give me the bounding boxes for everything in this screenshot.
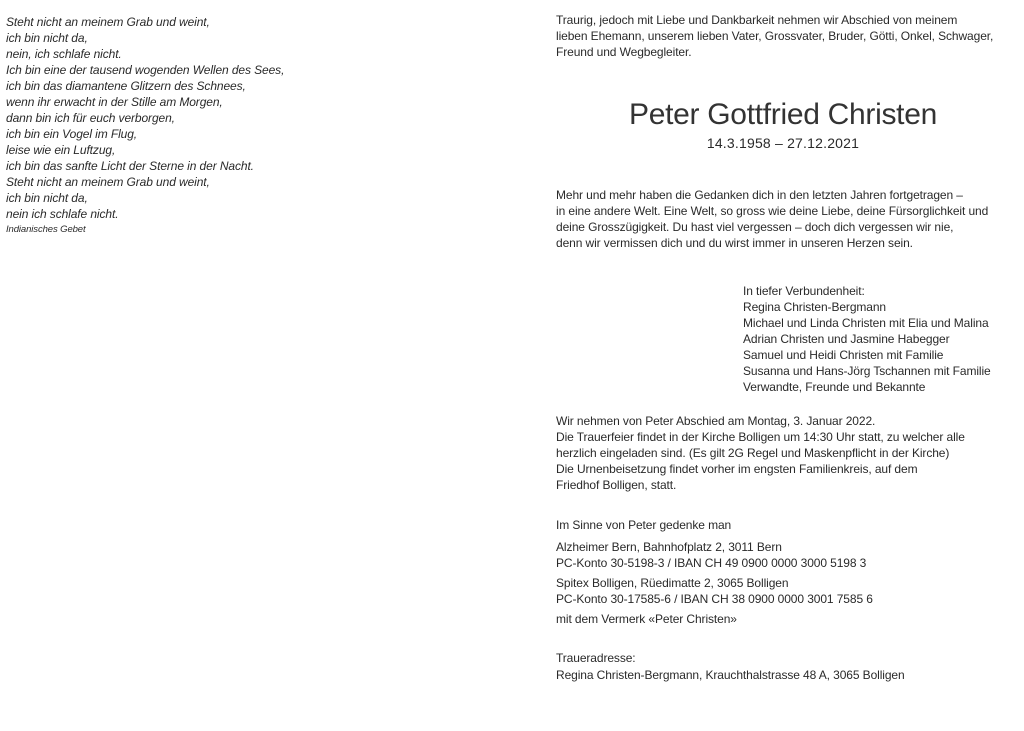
funeral-line: Friedhof Bolligen, statt. <box>556 478 677 492</box>
poem-line: ich bin nicht da, <box>6 191 88 205</box>
tribute-line: denn wir vermissen dich und du wirst immer in unseren Herzen sein. <box>556 236 913 250</box>
intro-line: Traurig, jedoch mit Liebe und Dankbarkeit nehmen wir Abschied von meinem <box>556 13 958 27</box>
mourning-address-line: Regina Christen-Bergmann, Krauchthalstrasse 48 A, 3065 Bolligen <box>556 668 905 682</box>
intro-line: lieben Ehemann, unserem lieben Vater, Grossvater, Bruder, Götti, Onkel, Schwager, <box>556 29 994 43</box>
family-member: Samuel und Heidi Christen mit Familie <box>743 348 944 362</box>
poem-line: nein, ich schlafe nicht. <box>6 47 122 61</box>
tribute-line: in eine andere Welt. Eine Welt, so gross wie deine Liebe, deine Fürsorglichkeit und <box>556 204 989 218</box>
poem-line: Steht nicht an meinem Grab und weint, <box>6 15 210 29</box>
poem-line: ich bin das sanfte Licht der Sterne in der Nacht. <box>6 159 254 173</box>
family-member: Verwandte, Freunde und Bekannte <box>743 380 926 394</box>
life-dates: 14.3.1958 – 27.12.2021 <box>706 135 860 151</box>
tribute-line: Mehr und mehr haben die Gedanken dich in den letzten Jahren fortgetragen – <box>556 188 963 202</box>
poem-line: nein ich schlafe nicht. <box>6 207 119 221</box>
mourning-address-heading: Traueradresse: <box>556 651 636 665</box>
poem-line: dann bin ich für euch verborgen, <box>6 111 175 125</box>
recipient-account: PC-Konto 30-5198-3 / IBAN CH 49 0900 0000 3000 5198 3 <box>556 556 867 570</box>
memorial-poem <box>6 14 284 238</box>
funeral-line: Die Urnenbeisetzung findet vorher im engsten Familienkreis, auf dem <box>556 462 918 476</box>
donation-recipient <box>556 539 1010 571</box>
memorial-note: mit dem Vermerk «Peter Christen» <box>556 612 737 626</box>
poem-line: leise wie ein Luftzug, <box>6 143 116 157</box>
mourning-address <box>556 650 1010 684</box>
recipient-name: Alzheimer Bern, Bahnhofplatz 2, 3011 Bern <box>556 540 782 554</box>
deceased-name: Peter Gottfried Christen <box>629 98 937 131</box>
funeral-line: Wir nehmen von Peter Abschied am Montag, 3. Januar 2022. <box>556 414 876 428</box>
recipient-account: PC-Konto 30-17585-6 / IBAN CH 38 0900 0000 3001 7585 6 <box>556 592 873 606</box>
memorial-donations <box>556 517 1010 627</box>
poem-line: ich bin nicht da, <box>6 31 88 45</box>
family-member: Susanna und Hans-Jörg Tschannen mit Familie <box>743 364 991 378</box>
poem-attribution: Indianisches Gebet <box>6 224 86 235</box>
poem-line: ich bin ein Vogel im Flug, <box>6 127 138 141</box>
funeral-details <box>556 413 1010 493</box>
family-member: Adrian Christen und Jasmine Habegger <box>743 332 950 346</box>
donation-recipient <box>556 575 1010 607</box>
poem-line: Steht nicht an meinem Grab und weint, <box>6 175 210 189</box>
funeral-line: Die Trauerfeier findet in der Kirche Bolligen um 14:30 Uhr statt, zu welcher alle <box>556 430 965 444</box>
announcement-intro <box>556 12 1010 60</box>
family-heading: In tiefer Verbundenheit: <box>743 284 865 298</box>
family-member: Regina Christen-Bergmann <box>743 300 887 314</box>
recipient-name: Spitex Bolligen, Rüedimatte 2, 3065 Bolligen <box>556 576 789 590</box>
family-member: Michael und Linda Christen mit Elia und Malina <box>743 316 989 330</box>
tribute-line: deine Grosszügigkeit. Du hast viel vergessen – doch dich vergessen wir nie, <box>556 220 954 234</box>
family-list <box>743 283 991 395</box>
tribute-paragraph <box>556 187 1010 251</box>
memorial-intro: Im Sinne von Peter gedenke man <box>556 518 732 532</box>
poem-line: wenn ihr erwacht in der Stille am Morgen, <box>6 95 223 109</box>
intro-line: Freund und Wegbegleiter. <box>556 45 692 59</box>
deceased-header <box>556 97 1010 152</box>
poem-line: ich bin das diamantene Glitzern des Schnees, <box>6 79 246 93</box>
poem-line: Ich bin eine der tausend wogenden Wellen des Sees, <box>6 63 285 77</box>
funeral-line: herzlich eingeladen sind. (Es gilt 2G Regel und Maskenpflicht in der Kirche) <box>556 446 950 460</box>
